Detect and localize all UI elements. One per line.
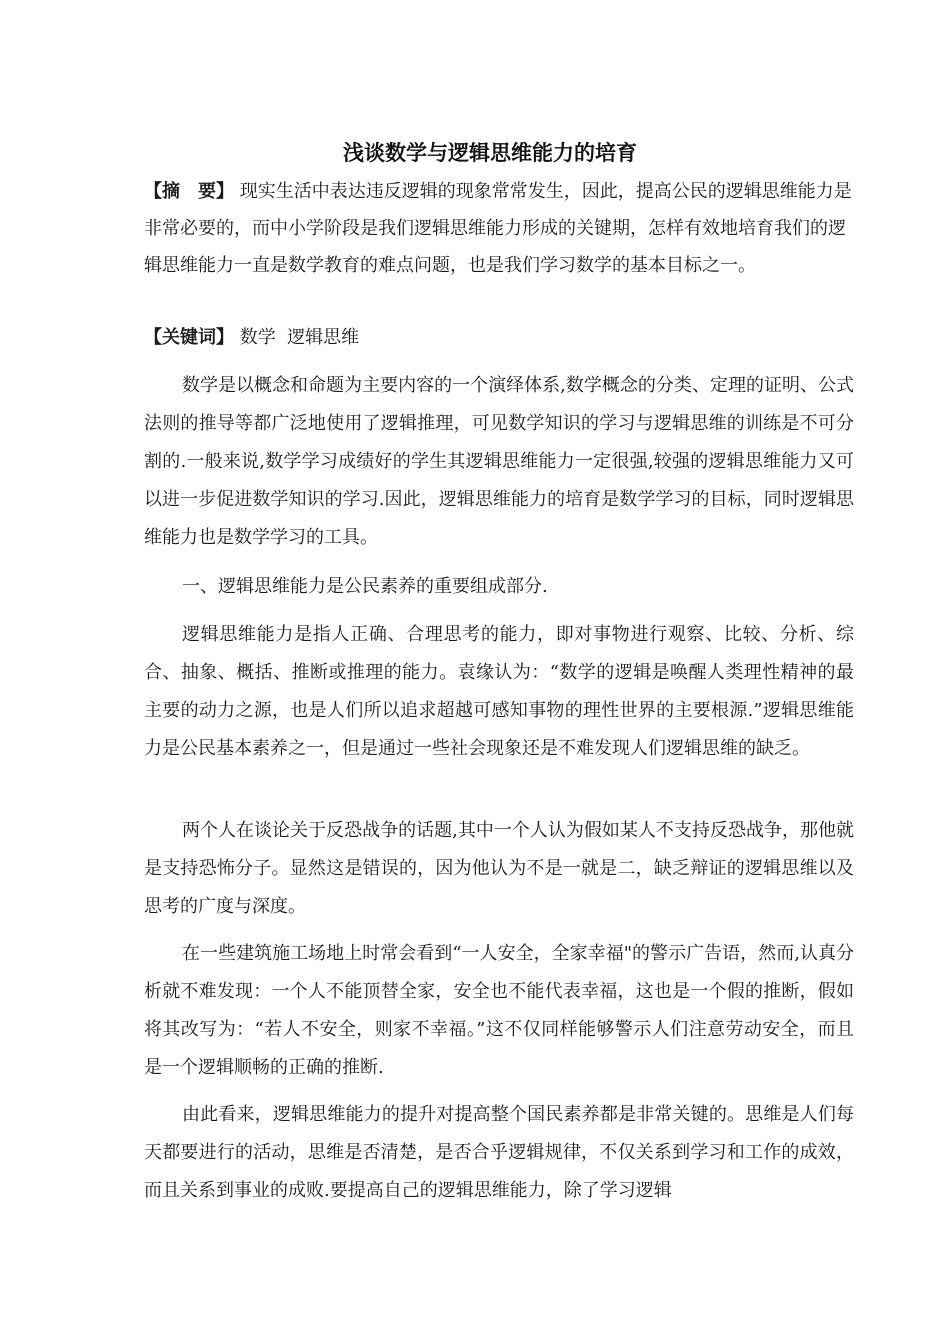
body-paragraph: 数学是以概念和命题为主要内容的一个演绎体系,数学概念的分类、定理的证明、公式法则的推导等都广泛地使用了逻辑推理，可见数学知识的学习与逻辑思维的训练是不可分割的.一般来说,数学学习成绩好的学生其逻辑思维能力一定很强,较强的逻辑思维能力又可以进一步促进数学知识的学习.因此，逻辑思维能力的培育是数学学习的目标，同时逻辑思维能力也是数学学习的工具。 [144,375,854,548]
body-paragraph: 由此看来，逻辑思维能力的提升对提高整个国民素养都是非常关键的。思维是人们每天都要进行的活动，思维是否清楚，是否合乎逻辑规律，不仅关系到学习和工作的成效，而且关系到事业的成败.要提高自己的逻辑思维能力，除了学习逻辑 [144,1104,854,1201]
abstract-text: 现实生活中表达违反逻辑的现象常常发生，因此，提高公民的逻辑思维能力是非常必要的，而中小学阶段是我们逻辑思维能力形成的关键期，怎样有效地培育我们的逻辑思维能力一直是数学教育的难点问题，也是我们学习数学的基本目标之一。 [144,181,852,276]
keywords-section [144,319,854,356]
abstract-section [144,173,854,284]
document-title: 浅谈数学与逻辑思维能力的培育 [343,141,637,165]
body-paragraph: 逻辑思维能力是指人正确、合理思考的能力，即对事物进行观察、比较、分析、综合、抽象、概括、推断或推理的能力。袁缘认为：“数学的逻辑是唤醒人类理性精神的最主要的动力之源，也是人们所以追求超越可感知事物的理性世界的主要根源.”逻辑思维能力是公民基本素养之一，但是通过一些社会现象还是不难发现人们逻辑思维的缺乏。 [144,624,854,759]
abstract-label: 【摘 要】 [144,181,234,202]
body-paragraph: 在一些建筑施工场地上时常会看到“一人安全，全家幸福"的警示广告语，然而,认真分析就不难发现：一个人不能顶替全家，安全也不能代表幸福，这也是一个假的推断，假如将其改写为：“若人不安全，则家不幸福。”这不仅同样能够警示人们注意劳动安全，而且是一个逻辑顺畅的正确的推断. [144,943,854,1078]
body-paragraph: 两个人在谈论关于反恐战争的话题,其中一个人认为假如某人不支持反恐战争，那他就是支持恐怖分子。显然这是错误的，因为他认为不是一就是二，缺乏辩证的逻辑思维以及思考的广度与深度。 [144,820,854,917]
section-heading: 一、逻辑思维能力是公民素养的重要组成部分. [182,576,548,597]
keywords-label: 【关键词】 [144,327,234,348]
keywords-text: 数学 逻辑思维 [239,327,360,348]
